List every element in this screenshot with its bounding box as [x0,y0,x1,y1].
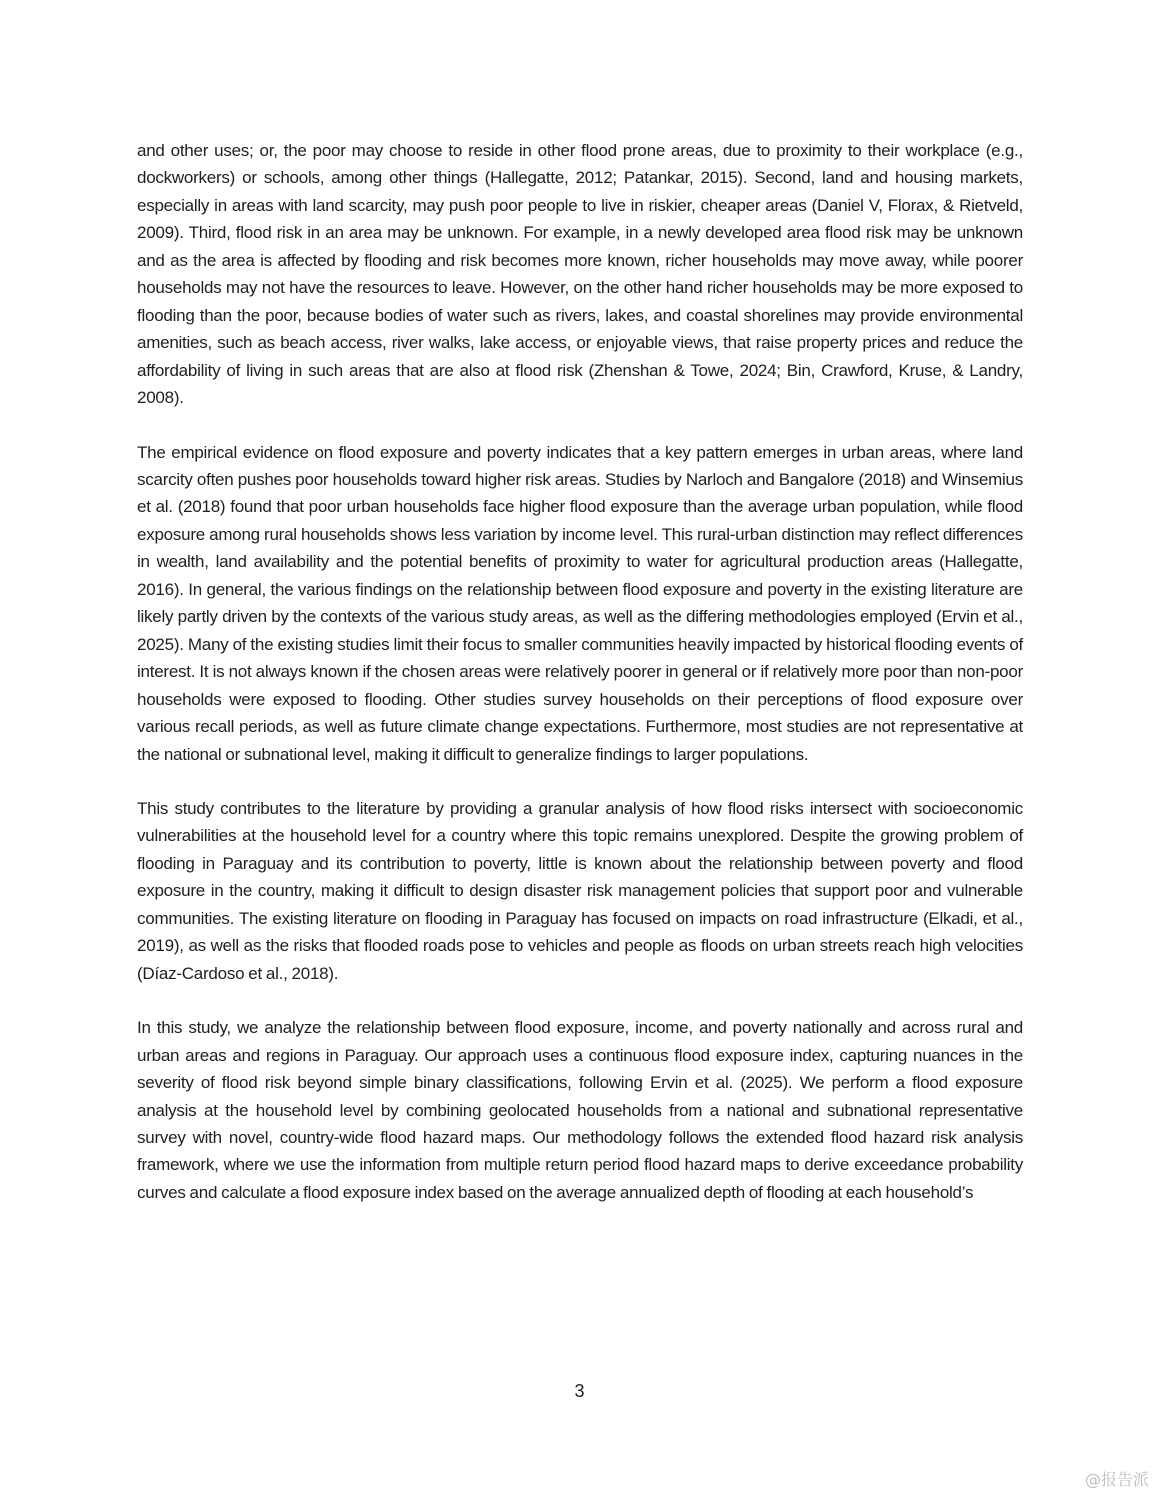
paragraph-contribution: This study contributes to the literature by providing a granular analysis of how flood risks intersect with socioeconomic vulnerabilities at the household level for a country where this topic remains unexplored. Despite the growing problem of flooding in Paraguay and its contribution to poverty, little is known about the relationship between poverty and flood exposure in the country, making it difficult to design disaster risk management policies that support poor and vulnerable communities. The existing literature on flooding in Paraguay has focused on impacts on road infrastructure (Elkadi, et al., 2019), as well as the risks that flooded roads pose to vehicles and people as floods on urban streets reach high velocities (Díaz-Cardoso et al., 2018). [137,798,1023,983]
page-number: 3 [574,1381,585,1401]
page-body [137,137,1023,1233]
paragraph-study-approach: In this study, we analyze the relationship between flood exposure, income, and poverty nationally and across rural and urban areas and regions in Paraguay. Our approach uses a continuous flood exposure index, capturing nuances in the severity of flood risk beyond simple binary classifications, following Ervin et al. (2025). We perform a flood exposure analysis at the household level by combining geolocated households from a national and subnational representative survey with novel, country-wide flood hazard maps. Our methodology follows the extended flood hazard risk analysis framework, where we use the information from multiple return period flood hazard maps to derive exceedance probability curves and calculate a flood exposure index based on the average annualized depth of flooding at each household’s [137,1018,1023,1202]
paragraph-empirical-evidence: The empirical evidence on flood exposure and poverty indicates that a key pattern emerges in urban areas, where land scarcity often pushes poor households toward higher risk areas. Studies by Narloch and Bangalore (2018) and Winsemius et al. (2018) found that poor urban households face higher flood exposure than the average urban population, while flood exposure among rural households shows less variation by income level. This rural-urban distinction may reflect differences in wealth, land availability and the potential benefits of proximity to water for agricultural production areas (Hallegatte, 2016). In general, the various findings on the relationship between flood exposure and poverty in the existing literature are likely partly driven by the contexts of the various study areas, as well as the differing methodologies employed (Ervin et al., 2025). Many of the existing studies limit their focus to smaller communities heavily impacted by historical flooding events of interest. It is not always known if the chosen areas were relatively poorer in general or if relatively more poor than non-poor households were exposed to flooding. Other studies survey households on their perceptions of flood exposure over various recall periods, as well as future climate change expectations. Furthermore, most studies are not representative at the national or subnational level, making it difficult to generalize findings to larger populations. [137,442,1023,764]
paragraph-mechanisms: and other uses; or, the poor may choose to reside in other flood prone areas, due to proximity to their workplace (e.g., dockworkers) or schools, among other things (Hallegatte, 2012; Patankar, 2015). Second, land and housing markets, especially in areas with land scarcity, may push poor people to live in riskier, cheaper areas (Daniel V, Florax, & Rietveld, 2009). Third, flood risk in an area may be unknown. For example, in a newly developed area flood risk may be unknown and as the area is affected by flooding and risk becomes more known, richer households may move away, while poorer households may not have the resources to leave. However, on the other hand richer households may be more exposed to flooding than the poor, because bodies of water such as rivers, lakes, and coastal shorelines may provide environmental amenities, such as beach access, river walks, lake access, or enjoyable views, that raise property prices and reduce the affordability of living in such areas that are also at flood risk (Zhenshan & Towe, 2024; Bin, Crawford, Kruse, & Landry, 2008). [137,141,1023,408]
watermark: @报告派 [1084,1470,1149,1489]
